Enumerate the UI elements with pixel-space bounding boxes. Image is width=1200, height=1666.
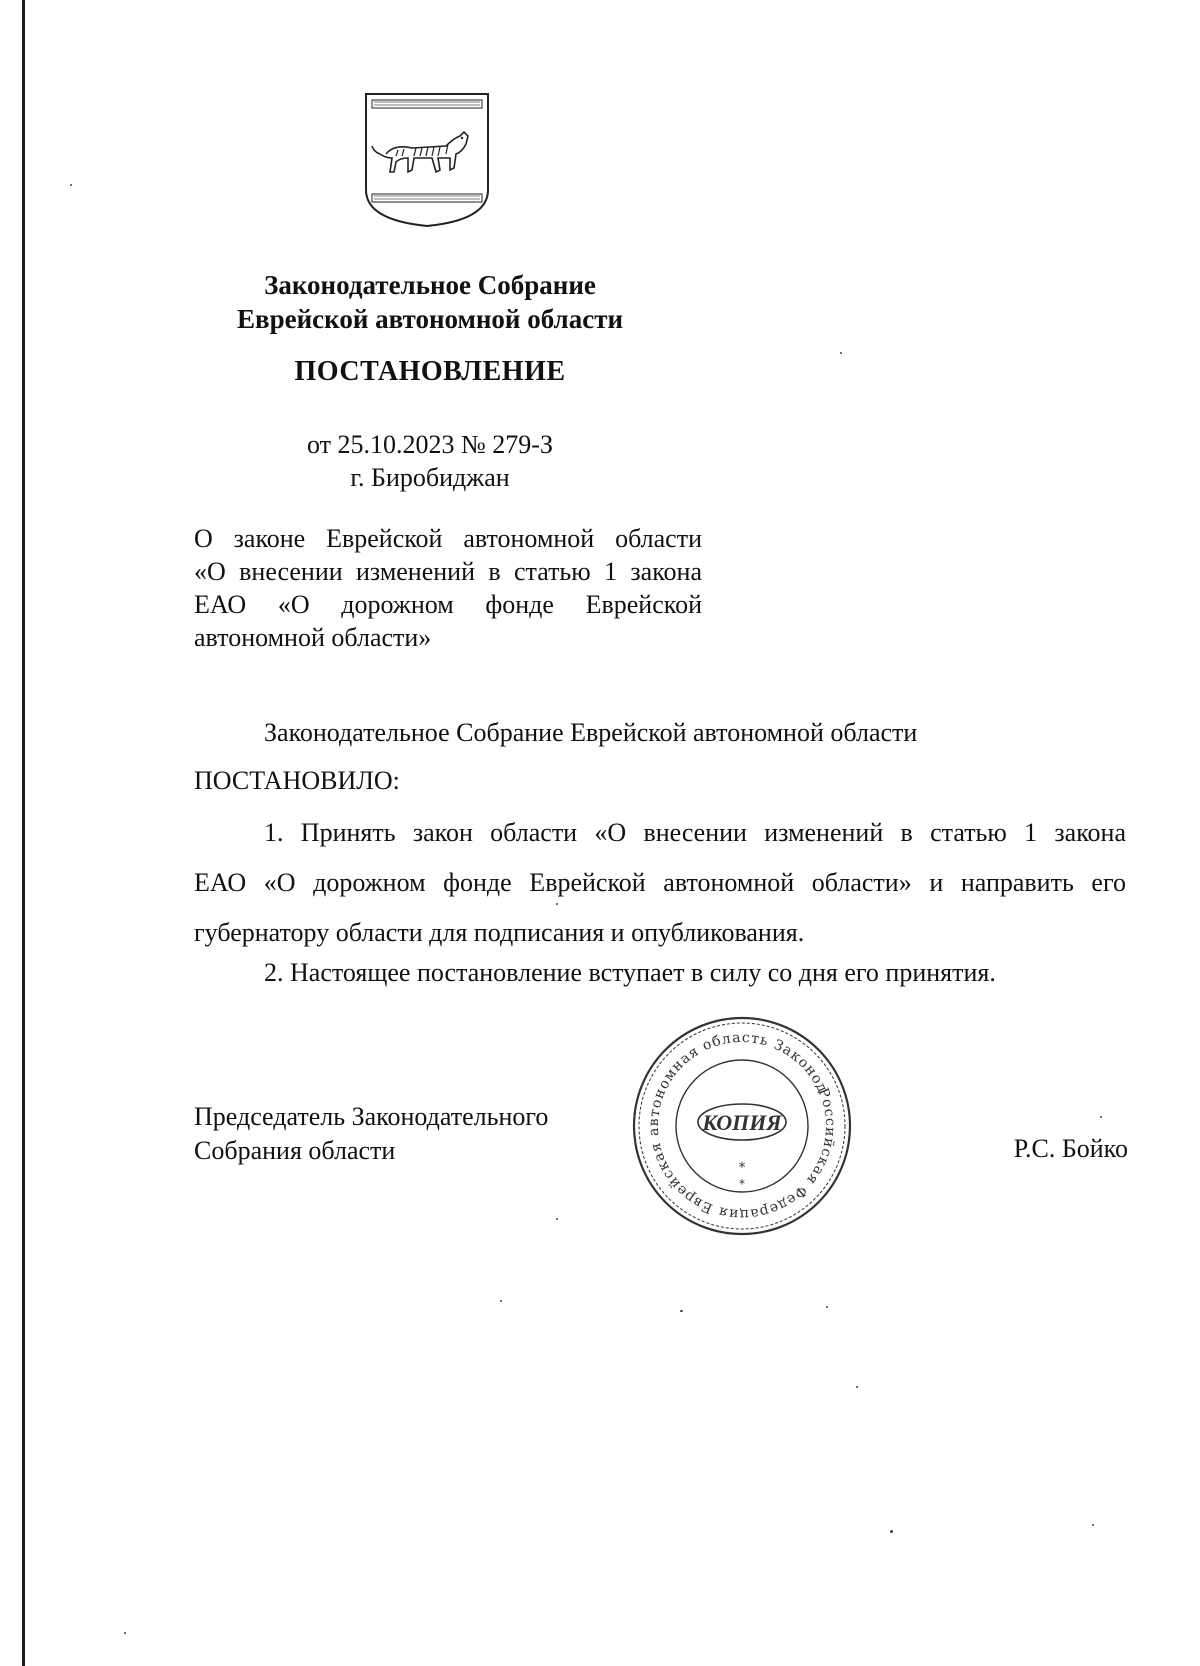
scan-speck bbox=[124, 1632, 126, 1634]
resolved-keyword: ПОСТАНОВИЛО: bbox=[194, 766, 400, 795]
position-line-2: Собрания области bbox=[194, 1136, 396, 1165]
seal-star-2: * bbox=[739, 1177, 745, 1191]
subject-line-2: «О внесении изменений в статью 1 закона bbox=[194, 557, 702, 586]
city: г. Биробиджан bbox=[350, 463, 510, 492]
document-type: ПОСТАНОВЛЕНИЕ bbox=[294, 356, 566, 387]
document-subject bbox=[194, 522, 702, 654]
date-number: от 25.10.2023 № 279-З bbox=[306, 430, 553, 459]
org-line-2: Еврейской автономной области bbox=[236, 304, 624, 334]
scan-speck bbox=[856, 1386, 858, 1388]
subject-line-4: автономной области» bbox=[194, 623, 432, 652]
scan-speck bbox=[826, 1306, 828, 1308]
tiger-coat-of-arms-icon bbox=[364, 92, 490, 228]
scan-speck bbox=[890, 1530, 893, 1533]
seal-copy-mark: КОПИЯ bbox=[702, 1110, 782, 1135]
scan-speck bbox=[556, 1218, 558, 1220]
seal-star-1: * bbox=[738, 1160, 746, 1176]
item-1-line-2: ЕАО «О дорожном фонде Еврейской автономной области» и направить его bbox=[194, 868, 1126, 897]
scan-speck bbox=[680, 1310, 683, 1312]
scan-edge-line bbox=[22, 0, 25, 1666]
scan-speck bbox=[70, 184, 72, 186]
position-line-1: Председатель Законодательного bbox=[194, 1102, 549, 1131]
official-seal-stamp bbox=[628, 1012, 856, 1240]
signatory-name: Р.С. Бойко bbox=[1013, 1134, 1128, 1163]
scan-speck bbox=[500, 1300, 502, 1302]
issuing-body bbox=[170, 268, 690, 336]
signatory-position bbox=[194, 1100, 548, 1168]
resolution-item-1 bbox=[194, 808, 1126, 958]
scan-speck bbox=[840, 352, 842, 354]
resolution-item-2: 2. Настоящее постановление вступает в силу со дня его принятия. bbox=[264, 958, 996, 987]
scan-speck bbox=[556, 903, 558, 905]
item-1-line-3: губернатору области для подписания и опубликования. bbox=[194, 918, 805, 947]
subject-line-1: О законе Еврейской автономной области bbox=[194, 524, 702, 553]
preamble: Законодательное Собрание Еврейской автономной области bbox=[264, 718, 918, 747]
seal-ring-text: Российская Федерация Еврейская автономная область Законодательное bbox=[645, 1029, 839, 1223]
scan-speck bbox=[1100, 1116, 1102, 1118]
scan-speck bbox=[1092, 1524, 1094, 1526]
date-number-block bbox=[170, 428, 690, 494]
subject-line-3: ЕАО «О дорожном фонде Еврейской bbox=[194, 590, 702, 619]
item-1-line-1: 1. Принять закон области «О внесении изменений в статью 1 закона bbox=[264, 818, 1126, 847]
org-line-1: Законодательное Собрание bbox=[264, 270, 596, 300]
